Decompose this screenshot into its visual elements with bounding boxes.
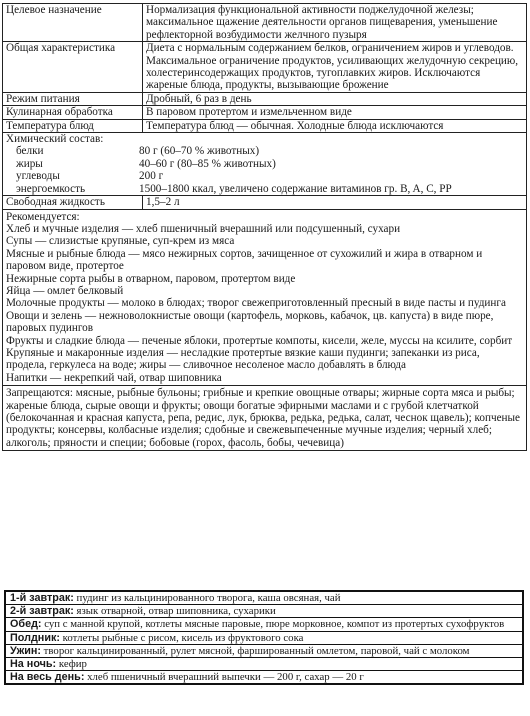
recommended-line: Нежирные сорта рыбы в отварном, паровом, протертом виде	[6, 272, 296, 285]
diet-table	[2, 3, 527, 451]
chemical-item-name: энергоемкость	[16, 182, 86, 195]
table-row	[3, 42, 527, 93]
chemical-composition	[3, 133, 527, 196]
forbidden-section: Запрещаются: мясные, рыбные бульоны; грибные и крепкие овощные отвары; жирные сорта мяса и рыбы; жареные блюда, сырые овощи и фрукты; овощи богатые эфирными маслами и с грубой клетчаткой (белокочанная и красная капуста, репа, редис, лук, брюква, редька, редька, салат, чеснок щавель); копченые продукты; консервы, колбасные изделия; сдобные и свежевыпеченные мучные изделия; черный хлеб; алкоголь; пряности и специи; бобовые (горох, фасоль, бобы, чечевица)	[3, 386, 527, 451]
recommended-line: Овощи и зелень — нежноволокнистые овощи (картофель, морковь, кабачок, цв. капуста) в виде пюре, паровых пудингов	[6, 309, 494, 335]
menu-text: суп с манной крупой, котлеты мясные паровые, пюре морковное, компот из протертых сухофруктов	[41, 618, 505, 631]
table-row	[5, 631, 523, 644]
chemical-item-name: жиры	[16, 157, 43, 170]
chemical-item-value: 1500–1800 ккал, увеличено содержание витаминов гр. B, A, C, PP	[139, 182, 452, 195]
recommended-line: Молочные продукты — молоко в блюдах; творог свежеприготовленный пресный в виде пасты и пудинга	[6, 297, 506, 310]
row-value: Дробный, 6 раз в день	[143, 92, 527, 105]
menu-row	[5, 644, 523, 657]
menu-label: На весь день:	[10, 671, 85, 684]
table-row	[5, 618, 523, 631]
menu-text: творог кальцинированный, рулет мясной, фаршированный омлетом, паровой, чай с молоком	[40, 644, 470, 657]
table-row	[5, 605, 523, 618]
row-value: Нормализация функциональной активности поджелудочной железы; максимальное щажение деятельности органов пищеварения, уменьшение рефлекторной возбудимости желчного пузыря	[143, 4, 527, 42]
chemical-label: Химический состав:	[6, 133, 104, 146]
recommended-line: Мясные и рыбные блюда — мясо нежирных сортов, зачищенное от сухожилий и жира в отварном и паровом виде, протертое	[6, 247, 483, 273]
chemical-composition-row	[3, 133, 527, 196]
chemical-item-value: 200 г	[139, 170, 164, 183]
recommended-row	[3, 209, 527, 386]
chemical-item	[6, 145, 523, 157]
table-row	[3, 119, 527, 132]
recommended-line: Яйца — омлет белковый	[6, 284, 124, 297]
row-label: Температура блюд	[3, 119, 143, 132]
table-row	[3, 196, 527, 209]
table-row	[5, 644, 523, 657]
menu-row	[5, 605, 523, 618]
menu-label: 2-й завтрак:	[10, 605, 74, 618]
menu-label: На ночь:	[10, 658, 57, 671]
recommended-line: Напитки — некрепкий чай, отвар шиповника	[6, 371, 222, 384]
menu-text: язык отварной, отвар шиповника, сухарики	[73, 605, 276, 618]
recommended-line: Крупяные и макаронные изделия — несладкие протертые вязкие каши пудинги; запеканки из риса, продела, геркулеса на воде; жиры — сливочное несоленое масло добавлять в блюда	[6, 346, 480, 372]
table-row	[5, 591, 523, 605]
row-label: Режим питания	[3, 92, 143, 105]
menu-text: пудинг из кальцинированного творога, каша овсяная, чай	[73, 592, 341, 604]
recommended-line: Фрукты и сладкие блюда — печеные яблоки, протертые компоты, кисели, желе, муссы на ксилите, сорбит	[6, 334, 513, 347]
chemical-item-name: углеводы	[16, 170, 60, 183]
menu-label: Полдник:	[10, 631, 60, 644]
recommended-title: Рекомендуется:	[6, 210, 80, 223]
chemical-item-value: 80 г (60–70 % животных)	[139, 145, 260, 158]
recommended-section	[3, 209, 527, 386]
menu-text: кефир	[56, 658, 87, 671]
chemical-item	[6, 158, 523, 170]
table-row	[3, 92, 527, 105]
menu-table	[4, 590, 524, 685]
recommended-line: Хлеб и мучные изделия — хлеб пшеничный вчерашний или подсушенный, сухари	[6, 222, 401, 235]
table-row	[5, 658, 523, 671]
menu-text: хлеб пшеничный вчерашний выпечки — 200 г, сахар — 20 г	[84, 671, 364, 684]
chemical-item-value: 40–60 г (80–85 % животных)	[139, 157, 276, 170]
row-label: Свободная жидкость	[3, 196, 143, 209]
menu-row	[5, 618, 523, 631]
row-value: Диета с нормальным содержанием белков, ограничением жиров и углеводов. Максимальное ограничение продуктов, усиливающих желудочную секрецию, холестеринсодержащих продуктов, тугоплавких жиров. Исключаются жареные блюда, продукты, вызывающие брожение	[143, 42, 527, 93]
table-row	[3, 106, 527, 119]
menu-label: Обед:	[10, 618, 42, 631]
menu-text: котлеты рыбные с рисом, кисель из фруктового сока	[59, 631, 304, 644]
row-value: 1,5–2 л	[143, 196, 527, 209]
row-value: Температура блюд — обычная. Холодные блюда исключаются	[143, 119, 527, 132]
menu-row	[5, 631, 523, 644]
row-label: Общая характеристика	[3, 42, 143, 93]
row-label: Целевое назначение	[3, 4, 143, 42]
menu-row	[5, 591, 523, 605]
row-value: В паровом протертом и измельченном виде	[143, 106, 527, 119]
table-row	[3, 4, 527, 42]
table-row	[5, 671, 523, 685]
chemical-item	[6, 170, 523, 182]
chemical-item	[6, 183, 523, 195]
menu-label: Ужин:	[10, 644, 41, 657]
recommended-line: Супы — слизистые крупяные, суп-крем из мяса	[6, 235, 235, 248]
forbidden-row	[3, 386, 527, 451]
menu-row	[5, 671, 523, 685]
chemical-item-name: белки	[16, 145, 44, 158]
row-label: Кулинарная обработка	[3, 106, 143, 119]
menu-label: 1-й завтрак:	[10, 592, 74, 604]
menu-row	[5, 658, 523, 671]
